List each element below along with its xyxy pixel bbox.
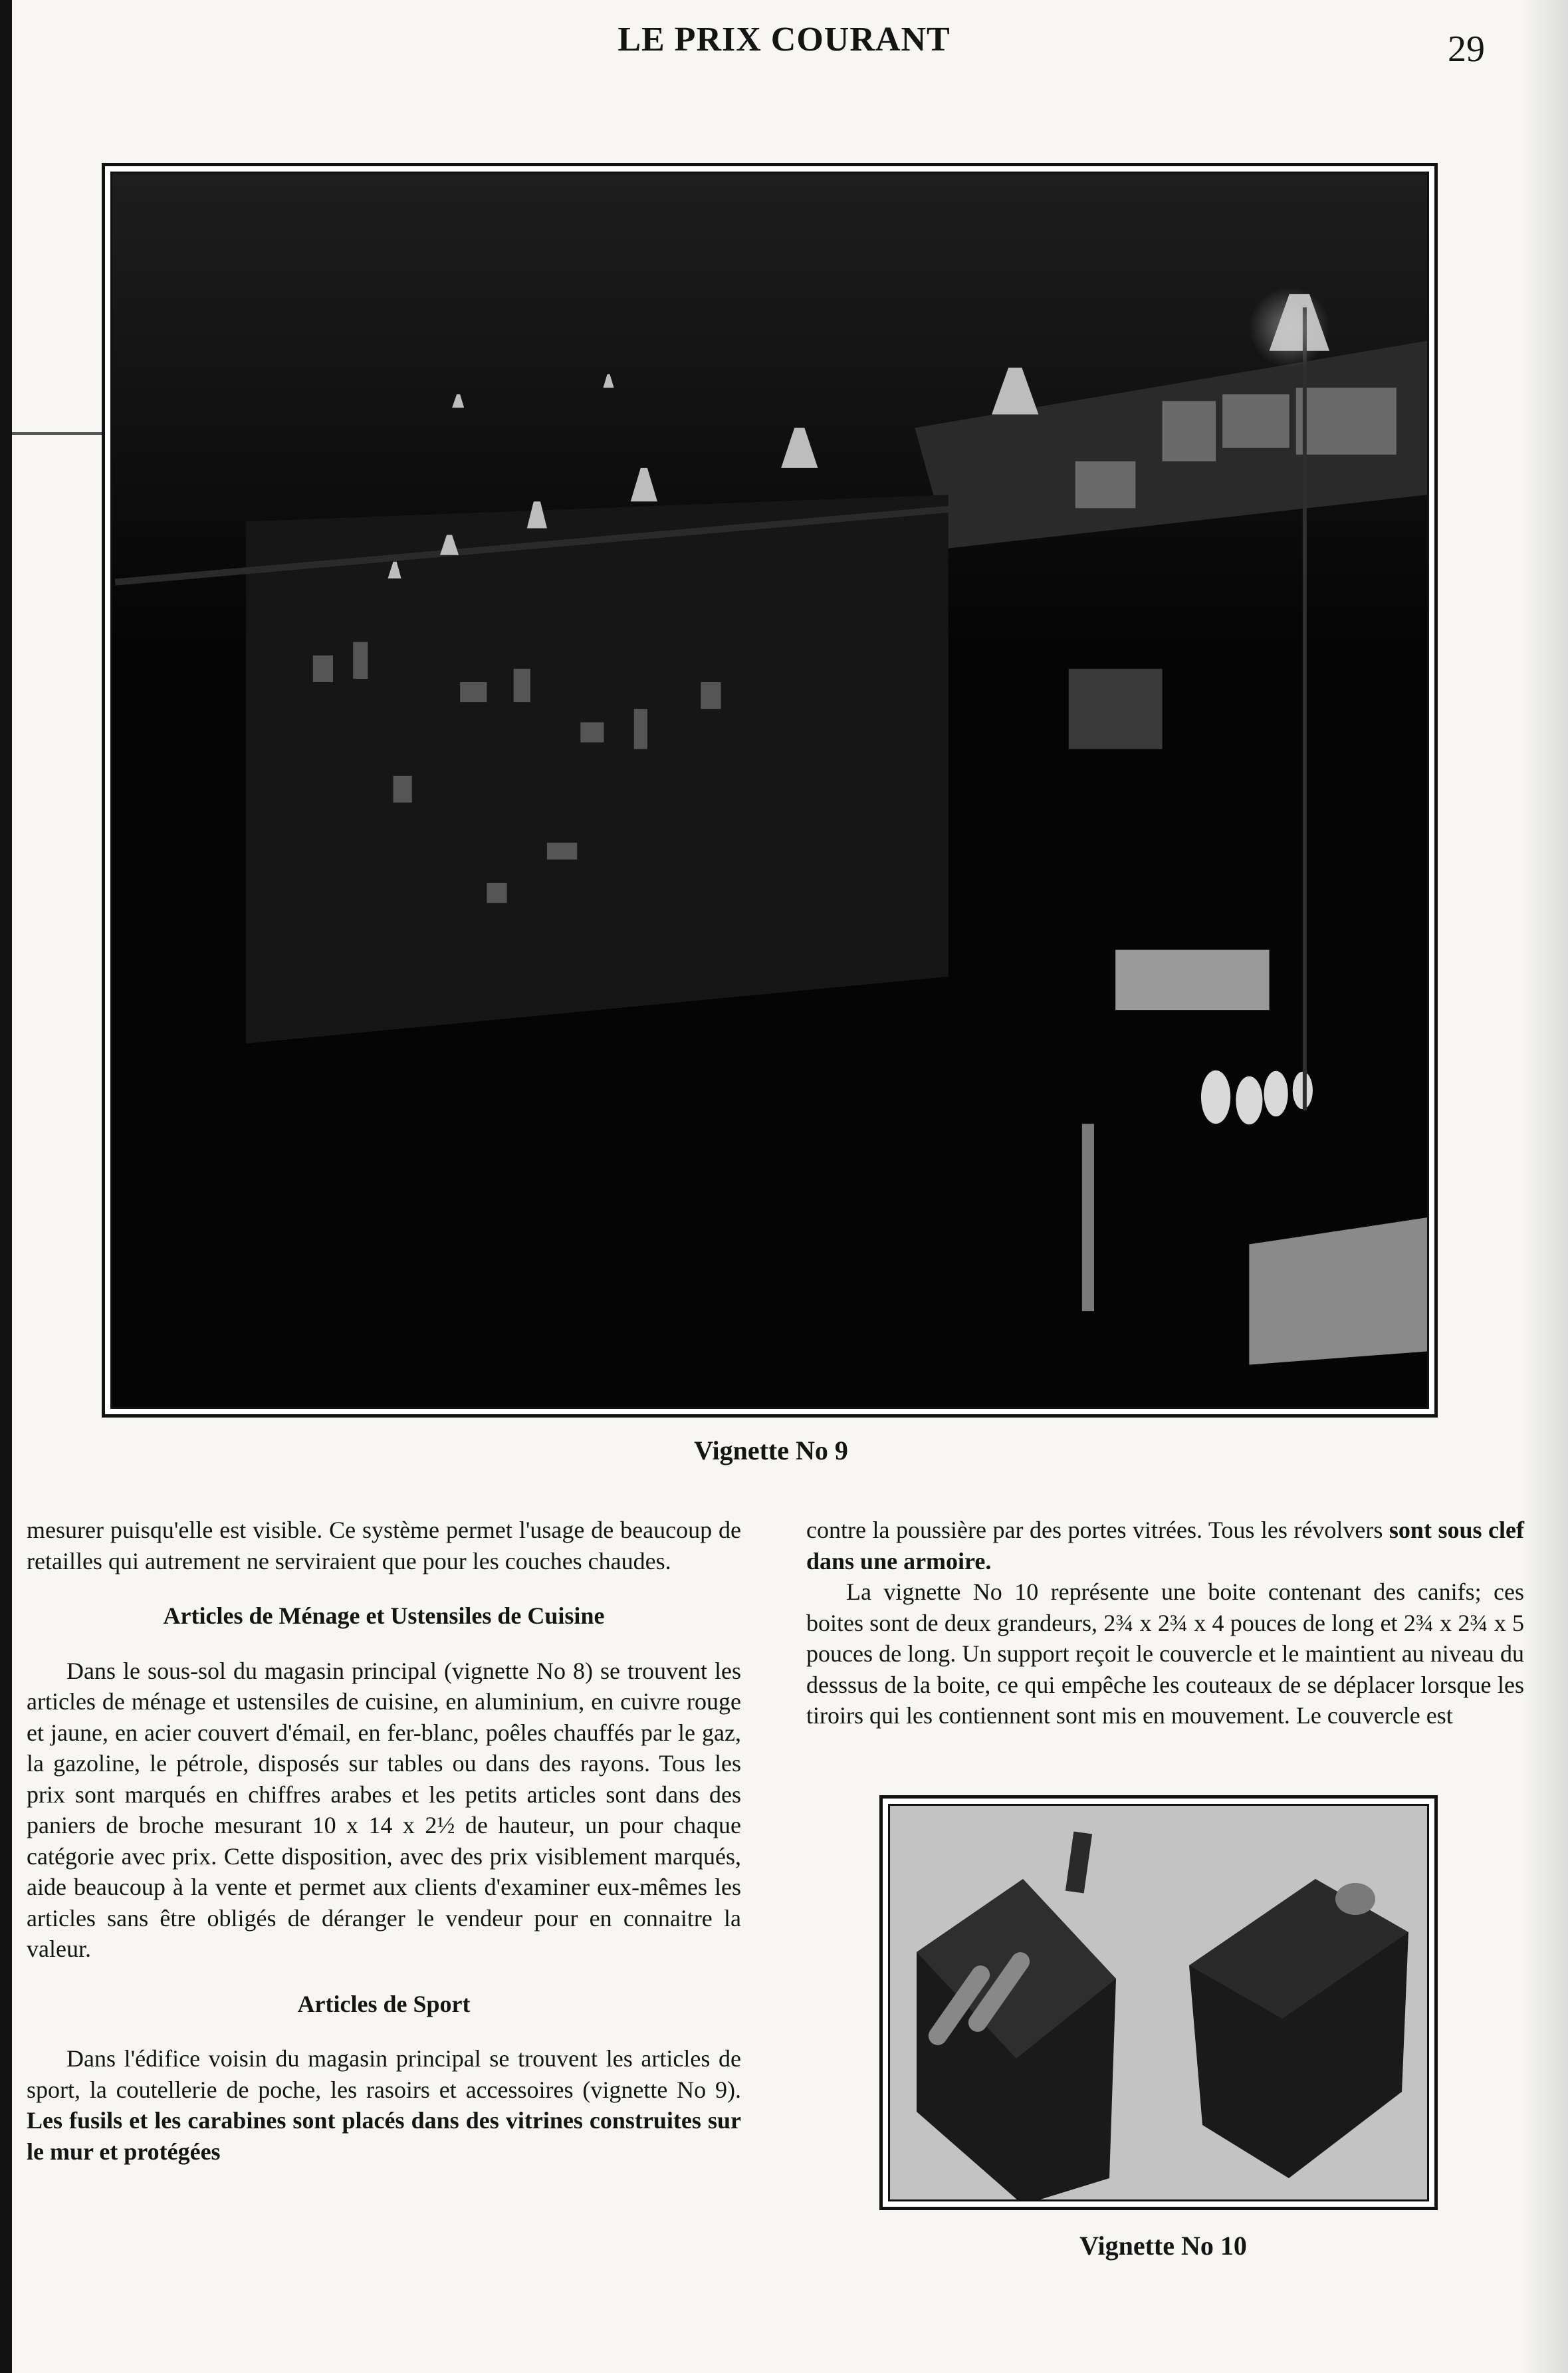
scan-rule-mark (12, 432, 112, 435)
paragraph-continuation: mesurer puisqu'elle est visible. Ce système permet l'usage de beaucoup de retailles qui autrement ne serviraient que pour les couches chaudes. (27, 1517, 741, 1574)
section-heading-sport: Articles de Sport (297, 1990, 471, 2017)
paragraph-right-continuation (806, 1515, 1524, 1576)
caption-vignette-10: Vignette No 10 (1079, 2231, 1247, 2261)
scan-left-edge (0, 0, 12, 2373)
caption-vignette-9: Vignette No 9 (694, 1436, 848, 1465)
running-header-title: LE PRIX COURANT (617, 21, 951, 59)
scan-right-edge (1521, 0, 1568, 2373)
knife-boxes-photo (888, 1804, 1429, 2201)
paragraph-menage: Dans le sous-sol du magasin principal (vignette No 8) se trouvent les articles de ménage et ustensiles de cuisine, en aluminium, en cuivre rouge et jaune, en acier couvert d'émail, en fer-blanc, poêles chauffés par le gaz, la gazoline, le pétrole, disposés sur tables ou dans des rayons. Tous les prix sont marqués en chiffres arabes et les petits articles sont dans des paniers de broche mesurant 10 x 14 x 2½ de hauteur, un pour chaque catégorie avec prix. Cette disposition, avec des prix visiblement marqués, aide beaucoup à la vente et permet aux clients d'examiner eux-mêmes les articles sans être obligés de déranger le vendeur pour en connaitre la valeur. (27, 1657, 741, 1962)
page-number: 29 (1448, 29, 1485, 70)
paragraph-sport-bold-text: Les fusils et les carabines sont placés dans des vitrines construites sur le mur et protégées (27, 2107, 741, 2165)
paragraph-vignette-10: La vignette No 10 représente une boite contenant des canifs; ces boites sont de deux grandeurs, 2¾ x 2¾ x 4 pouces de long et 2¾ x 2¾ x 5 pouces de long. Un support reçoit le couvercle et le maintient au niveau du desssus de la boite, ce qui empêche les couteaux de se déplacer lorsque les tiroirs qui les contiennent sont mis en mouvement. Le couvercle est (806, 1578, 1524, 1729)
photo-vignette-10 (879, 1795, 1438, 2210)
photo-vignette-9 (102, 163, 1438, 1418)
section-heading-menage: Articles de Ménage et Ustensiles de Cuisine (163, 1602, 605, 1629)
paragraph-right-text: contre la poussière par des portes vitrées. Tous les révolvers (806, 1517, 1389, 1543)
text-column-left (27, 1515, 741, 2167)
store-interior-photo (110, 172, 1429, 1409)
paragraph-right-bold-text: sont sous clef dans une armoire. (806, 1517, 1524, 1574)
text-column-right (806, 1515, 1524, 1731)
paragraph-sport-text: Dans l'édifice voisin du magasin principal se trouvent les articles de sport, la coutellerie de poche, les rasoirs et accessoires (vignette No 9). (27, 2045, 741, 2103)
paragraph-sport (27, 2043, 741, 2167)
